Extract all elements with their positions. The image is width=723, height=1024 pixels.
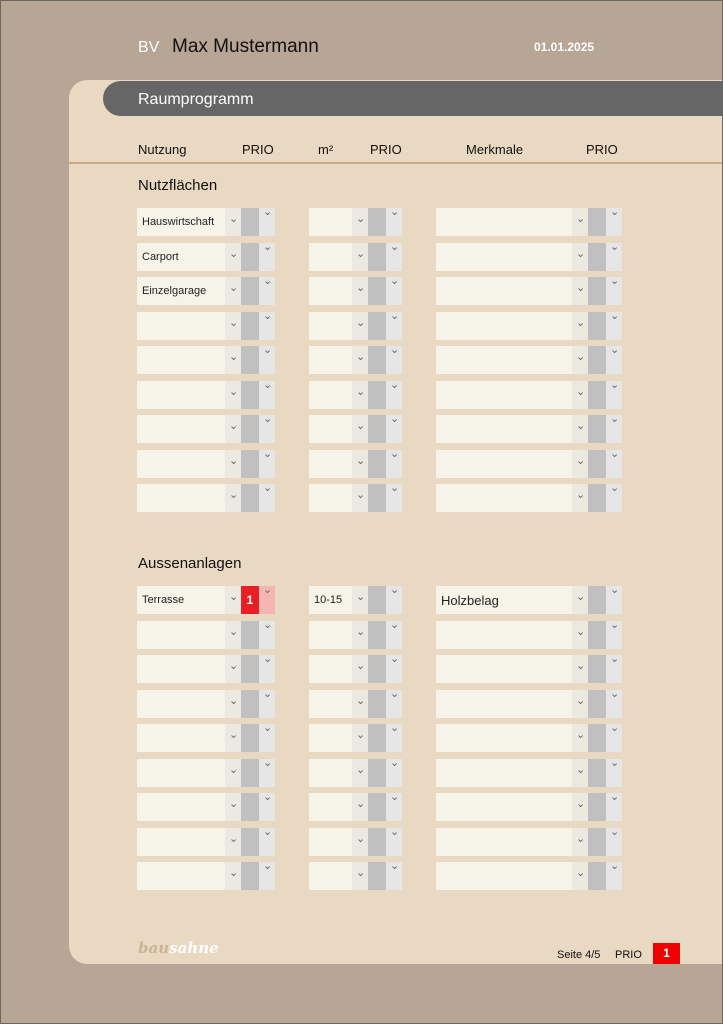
nutzung-select[interactable] [137, 277, 241, 305]
chevron-down-icon[interactable] [259, 484, 275, 512]
chevron-down-icon[interactable] [572, 208, 588, 236]
area-select-value: 10-15 [314, 594, 343, 606]
nutzung-select-value: Carport [142, 251, 179, 263]
merkmale-select[interactable] [436, 243, 588, 271]
merkmale-select[interactable] [436, 415, 588, 443]
prio-area-select[interactable] [368, 381, 386, 409]
chevron-down-icon[interactable] [352, 655, 368, 683]
nutzung-select[interactable] [137, 621, 241, 649]
chevron-down-icon[interactable] [259, 793, 275, 821]
prio-nutzung-select[interactable] [241, 243, 259, 271]
nutzung-select[interactable] [137, 759, 241, 787]
prio-nutzung-select[interactable]: 1 [241, 586, 259, 614]
nutzung-select-value: Einzelgarage [142, 285, 207, 297]
chevron-down-icon[interactable] [386, 243, 402, 271]
area-select[interactable] [309, 621, 368, 649]
nutzung-select[interactable] [137, 862, 241, 890]
chevron-down-icon[interactable] [225, 243, 241, 271]
prio-area-select[interactable] [368, 346, 386, 374]
chevron-down-icon[interactable] [225, 586, 241, 614]
chevron-down-icon[interactable] [606, 586, 622, 614]
merkmale-select[interactable] [436, 793, 588, 821]
chevron-down-icon[interactable] [259, 828, 275, 856]
prio-area-select[interactable] [368, 277, 386, 305]
chevron-down-icon[interactable] [352, 586, 368, 614]
nutzung-select[interactable] [137, 586, 241, 614]
nutzung-select[interactable] [137, 208, 241, 236]
chevron-down-icon[interactable] [259, 450, 275, 478]
chevron-down-icon[interactable] [225, 415, 241, 443]
prio-area-select[interactable] [368, 415, 386, 443]
prio-merkmale-select[interactable] [588, 415, 606, 443]
chevron-down-icon[interactable] [572, 277, 588, 305]
prio-nutzung-select[interactable] [241, 208, 259, 236]
chevron-down-icon[interactable] [352, 759, 368, 787]
chevron-down-icon[interactable] [606, 208, 622, 236]
chevron-down-icon[interactable] [352, 828, 368, 856]
chevron-down-icon[interactable] [606, 621, 622, 649]
prio-nutzung-select[interactable] [241, 724, 259, 752]
area-select[interactable] [309, 312, 368, 340]
merkmale-select[interactable] [436, 690, 588, 718]
chevron-down-icon[interactable] [259, 759, 275, 787]
merkmale-select[interactable] [436, 484, 588, 512]
chevron-down-icon[interactable] [259, 346, 275, 374]
chevron-down-icon[interactable] [386, 759, 402, 787]
prio-merkmale-select[interactable] [588, 312, 606, 340]
prio-merkmale-select[interactable] [588, 655, 606, 683]
prio-nutzung-select[interactable] [241, 655, 259, 683]
area-select[interactable] [309, 346, 368, 374]
prio-area-select[interactable] [368, 484, 386, 512]
chevron-down-icon[interactable] [572, 415, 588, 443]
chevron-down-icon[interactable] [572, 586, 588, 614]
chevron-down-icon[interactable] [606, 655, 622, 683]
chevron-down-icon[interactable] [352, 690, 368, 718]
prio-area-select[interactable] [368, 759, 386, 787]
chevron-down-icon[interactable] [572, 724, 588, 752]
chevron-down-icon[interactable] [606, 759, 622, 787]
chevron-down-icon[interactable] [386, 621, 402, 649]
chevron-down-icon[interactable] [225, 208, 241, 236]
nutzung-select[interactable] [137, 484, 241, 512]
group-title: Nutzflächen [138, 177, 218, 194]
area-select[interactable] [309, 243, 368, 271]
merkmale-select[interactable] [436, 312, 588, 340]
area-select[interactable] [309, 484, 368, 512]
merkmale-select-value: Holzbelag [441, 593, 499, 608]
prio-area-select[interactable] [368, 208, 386, 236]
prio-area-select[interactable] [368, 793, 386, 821]
area-select[interactable] [309, 862, 368, 890]
merkmale-select[interactable] [436, 828, 588, 856]
chevron-down-icon[interactable] [572, 484, 588, 512]
chevron-down-icon[interactable] [259, 312, 275, 340]
nutzung-select-value: Hauswirtschaft [142, 216, 215, 228]
area-select[interactable] [309, 793, 368, 821]
chevron-down-icon[interactable] [225, 655, 241, 683]
nutzung-select[interactable] [137, 346, 241, 374]
chevron-down-icon[interactable] [572, 346, 588, 374]
chevron-down-icon[interactable] [352, 724, 368, 752]
chevron-down-icon[interactable] [259, 243, 275, 271]
nutzung-select[interactable] [137, 793, 241, 821]
merkmale-select[interactable] [436, 381, 588, 409]
area-select[interactable] [309, 277, 368, 305]
section-title: Raumprogramm [138, 91, 254, 108]
prio-merkmale-select[interactable] [588, 724, 606, 752]
prio-merkmale-select[interactable] [588, 759, 606, 787]
chevron-down-icon[interactable] [259, 690, 275, 718]
chevron-down-icon[interactable] [225, 828, 241, 856]
chevron-down-icon[interactable] [352, 450, 368, 478]
chevron-down-icon[interactable] [386, 655, 402, 683]
nutzung-select[interactable] [137, 690, 241, 718]
chevron-down-icon[interactable] [606, 862, 622, 890]
prio-nutzung-select[interactable] [241, 415, 259, 443]
client-name: Max Mustermann [172, 36, 319, 57]
prio-merkmale-select[interactable] [588, 484, 606, 512]
chevron-down-icon[interactable] [225, 312, 241, 340]
chevron-down-icon[interactable] [225, 381, 241, 409]
chevron-down-icon[interactable] [606, 277, 622, 305]
prio-nutzung-select[interactable] [241, 828, 259, 856]
nutzung-select[interactable] [137, 724, 241, 752]
chevron-down-icon[interactable] [572, 862, 588, 890]
chevron-down-icon[interactable] [572, 381, 588, 409]
chevron-down-icon[interactable] [606, 450, 622, 478]
chevron-down-icon[interactable] [352, 243, 368, 271]
chevron-down-icon[interactable] [259, 381, 275, 409]
column-header-merkmale: Merkmale [466, 142, 524, 157]
prio-area-select[interactable] [368, 828, 386, 856]
chevron-down-icon[interactable] [259, 208, 275, 236]
chevron-down-icon[interactable] [572, 450, 588, 478]
chevron-down-icon[interactable] [606, 690, 622, 718]
chevron-down-icon[interactable] [606, 381, 622, 409]
merkmale-select[interactable] [436, 277, 588, 305]
chevron-down-icon[interactable] [352, 415, 368, 443]
group-title: Aussenanlagen [138, 555, 242, 572]
prio-nutzung-select[interactable] [241, 381, 259, 409]
chevron-down-icon[interactable] [352, 381, 368, 409]
prio-nutzung-select[interactable] [241, 346, 259, 374]
merkmale-select[interactable] [436, 724, 588, 752]
merkmale-select[interactable] [436, 346, 588, 374]
area-select[interactable] [309, 724, 368, 752]
chevron-down-icon[interactable] [386, 381, 402, 409]
nutzung-select[interactable] [137, 381, 241, 409]
header-divider [69, 162, 722, 164]
chevron-down-icon[interactable] [259, 621, 275, 649]
nutzung-select[interactable] [137, 312, 241, 340]
chevron-down-icon[interactable] [386, 277, 402, 305]
prio-merkmale-select[interactable] [588, 346, 606, 374]
prio-area-select[interactable] [368, 450, 386, 478]
chevron-down-icon[interactable] [572, 621, 588, 649]
chevron-down-icon[interactable] [352, 277, 368, 305]
chevron-down-icon[interactable] [259, 277, 275, 305]
chevron-down-icon[interactable] [606, 312, 622, 340]
document-date: 01.01.2025 [534, 40, 595, 54]
merkmale-select[interactable] [436, 586, 588, 614]
area-select[interactable] [309, 828, 368, 856]
prio-area-select[interactable] [368, 621, 386, 649]
chevron-down-icon[interactable] [386, 690, 402, 718]
chevron-down-icon[interactable] [386, 586, 402, 614]
page-number: Seite 4/5 [557, 949, 601, 961]
area-select[interactable] [309, 586, 368, 614]
chevron-down-icon[interactable] [606, 415, 622, 443]
area-select[interactable] [309, 450, 368, 478]
prio-merkmale-select[interactable] [588, 381, 606, 409]
merkmale-select[interactable] [436, 450, 588, 478]
prio-nutzung-select[interactable] [241, 450, 259, 478]
prio-nutzung-select[interactable] [241, 312, 259, 340]
prio-merkmale-select[interactable] [588, 277, 606, 305]
column-header-m2: m² [318, 142, 334, 157]
nutzung-select[interactable] [137, 655, 241, 683]
area-select[interactable] [309, 208, 368, 236]
area-select[interactable] [309, 415, 368, 443]
chevron-down-icon[interactable] [225, 277, 241, 305]
chevron-down-icon[interactable] [572, 828, 588, 856]
chevron-down-icon[interactable] [225, 450, 241, 478]
chevron-down-icon[interactable] [386, 862, 402, 890]
merkmale-select[interactable] [436, 208, 588, 236]
chevron-down-icon[interactable] [386, 346, 402, 374]
chevron-down-icon[interactable] [386, 828, 402, 856]
chevron-down-icon[interactable] [352, 621, 368, 649]
prio-area-select[interactable] [368, 586, 386, 614]
chevron-down-icon[interactable] [225, 759, 241, 787]
chevron-down-icon[interactable] [225, 690, 241, 718]
bausahne-logo: bausahne [138, 939, 219, 957]
chevron-down-icon[interactable] [386, 450, 402, 478]
merkmale-select[interactable] [436, 621, 588, 649]
chevron-down-icon[interactable] [606, 243, 622, 271]
footer-prio-badge: 1 [653, 943, 680, 964]
prio-area-select[interactable] [368, 312, 386, 340]
chevron-down-icon[interactable] [572, 243, 588, 271]
prio-nutzung-select[interactable] [241, 759, 259, 787]
column-header-prio-merkmale: PRIO [586, 142, 618, 157]
chevron-down-icon[interactable] [606, 484, 622, 512]
prio-area-select[interactable] [368, 690, 386, 718]
chevron-down-icon[interactable] [606, 346, 622, 374]
chevron-down-icon[interactable] [606, 724, 622, 752]
prio-nutzung-select[interactable] [241, 484, 259, 512]
nutzung-select[interactable] [137, 828, 241, 856]
chevron-down-icon[interactable] [259, 724, 275, 752]
footer-prio-label: PRIO [615, 949, 642, 961]
prio-merkmale-select[interactable] [588, 828, 606, 856]
prio-nutzung-select[interactable] [241, 277, 259, 305]
chevron-down-icon[interactable] [259, 586, 275, 614]
nutzung-select[interactable] [137, 243, 241, 271]
merkmale-select[interactable] [436, 759, 588, 787]
chevron-down-icon[interactable] [606, 828, 622, 856]
chevron-down-icon[interactable] [606, 793, 622, 821]
chevron-down-icon[interactable] [352, 862, 368, 890]
chevron-down-icon[interactable] [352, 793, 368, 821]
column-header-nutzung: Nutzung [138, 142, 187, 157]
merkmale-select[interactable] [436, 862, 588, 890]
prio-nutzung-select[interactable] [241, 621, 259, 649]
chevron-down-icon[interactable] [259, 862, 275, 890]
chevron-down-icon[interactable] [572, 690, 588, 718]
chevron-down-icon[interactable] [386, 312, 402, 340]
area-select[interactable] [309, 381, 368, 409]
chevron-down-icon[interactable] [572, 312, 588, 340]
prio-area-select[interactable] [368, 862, 386, 890]
chevron-down-icon[interactable] [572, 655, 588, 683]
prio-nutzung-select[interactable] [241, 690, 259, 718]
area-select[interactable] [309, 690, 368, 718]
prio-merkmale-select[interactable] [588, 690, 606, 718]
bv-label: BV [138, 39, 160, 56]
chevron-down-icon[interactable] [352, 484, 368, 512]
chevron-down-icon[interactable] [259, 415, 275, 443]
chevron-down-icon[interactable] [386, 208, 402, 236]
chevron-down-icon[interactable] [352, 312, 368, 340]
prio-area-select[interactable] [368, 243, 386, 271]
chevron-down-icon[interactable] [386, 484, 402, 512]
area-select[interactable] [309, 655, 368, 683]
column-header-prio-m2: PRIO [370, 142, 402, 157]
chevron-down-icon[interactable] [352, 346, 368, 374]
nutzung-select-value: Terrasse [142, 594, 185, 606]
prio-nutzung-select[interactable] [241, 862, 259, 890]
prio-merkmale-select[interactable] [588, 208, 606, 236]
prio-area-select[interactable] [368, 724, 386, 752]
prio-merkmale-select[interactable] [588, 793, 606, 821]
nutzung-select[interactable] [137, 415, 241, 443]
area-select[interactable] [309, 759, 368, 787]
prio-merkmale-select[interactable] [588, 862, 606, 890]
nutzung-select[interactable] [137, 450, 241, 478]
chevron-down-icon[interactable] [225, 724, 241, 752]
prio-merkmale-select[interactable] [588, 621, 606, 649]
prio-merkmale-select[interactable] [588, 450, 606, 478]
chevron-down-icon[interactable] [386, 724, 402, 752]
prio-nutzung-select[interactable] [241, 793, 259, 821]
chevron-down-icon[interactable] [225, 346, 241, 374]
chevron-down-icon[interactable] [572, 793, 588, 821]
column-header-prio-nutzung: PRIO [242, 142, 274, 157]
chevron-down-icon[interactable] [225, 621, 241, 649]
chevron-down-icon[interactable] [225, 484, 241, 512]
chevron-down-icon[interactable] [225, 793, 241, 821]
chevron-down-icon[interactable] [259, 655, 275, 683]
chevron-down-icon[interactable] [386, 415, 402, 443]
chevron-down-icon[interactable] [386, 793, 402, 821]
prio-merkmale-select[interactable] [588, 586, 606, 614]
merkmale-select[interactable] [436, 655, 588, 683]
chevron-down-icon[interactable] [225, 862, 241, 890]
chevron-down-icon[interactable] [572, 759, 588, 787]
prio-merkmale-select[interactable] [588, 243, 606, 271]
prio-area-select[interactable] [368, 655, 386, 683]
chevron-down-icon[interactable] [352, 208, 368, 236]
